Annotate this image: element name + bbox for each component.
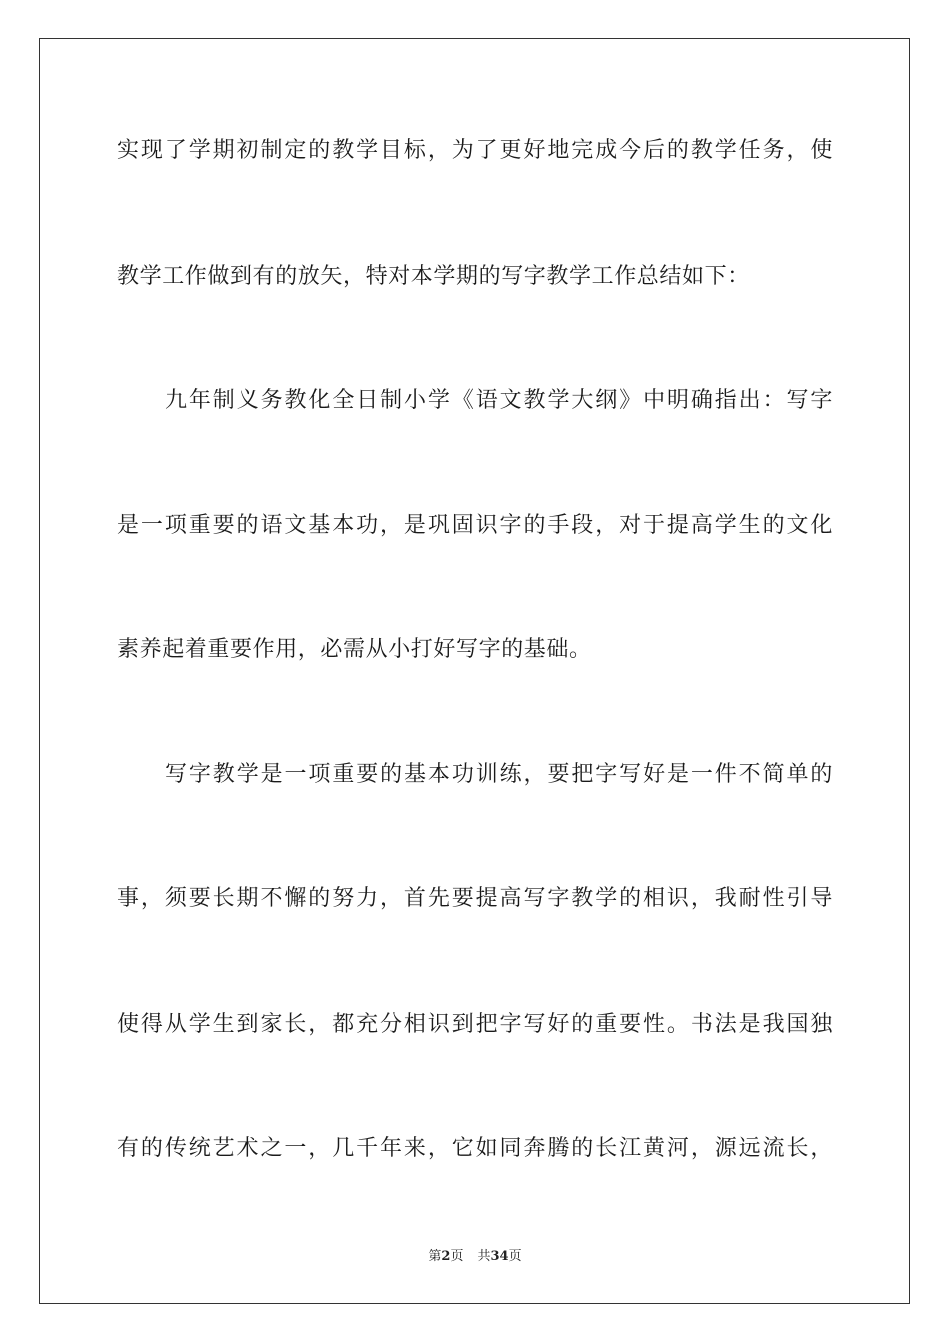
paragraph-line-9: 有的传统艺术之一，几千年来，它如同奔腾的长江黄河，源远流长， [117, 1136, 833, 1161]
paragraph-line-1: 实现了学期初制定的教学目标，为了更好地完成今后的教学任务，使 [117, 138, 833, 163]
page-number: 2 [441, 1249, 451, 1264]
paragraph-line-4: 是一项重要的语文基本功，是巩固识字的手段，对于提高学生的文化 [117, 513, 833, 538]
paragraph-line-2: 教学工作做到有的放矢，特对本学期的写字教学工作总结如下： [117, 264, 750, 289]
paragraph-line-3: 九年制义务教化全日制小学《语文教学大纲》中明确指出：写字 [165, 388, 833, 413]
total-prefix: 共 [477, 1249, 491, 1264]
paragraph-line-8: 使得从学生到家长，都充分相识到把字写好的重要性。书法是我国独 [117, 1012, 833, 1037]
page-suffix: 页 [450, 1249, 464, 1264]
page-prefix: 第 [428, 1249, 442, 1264]
total-pages: 34 [490, 1249, 509, 1264]
total-suffix: 页 [508, 1249, 522, 1264]
paragraph-line-6: 写字教学是一项重要的基本功训练，要把字写好是一件不简单的 [165, 762, 833, 787]
page-footer [0, 1248, 950, 1266]
page-border [39, 38, 910, 1304]
paragraph-line-7: 事，须要长期不懈的努力，首先要提高写字教学的相识，我耐性引导 [117, 886, 833, 911]
paragraph-line-5: 素养起着重要作用，必需从小打好写字的基础。 [117, 637, 592, 662]
